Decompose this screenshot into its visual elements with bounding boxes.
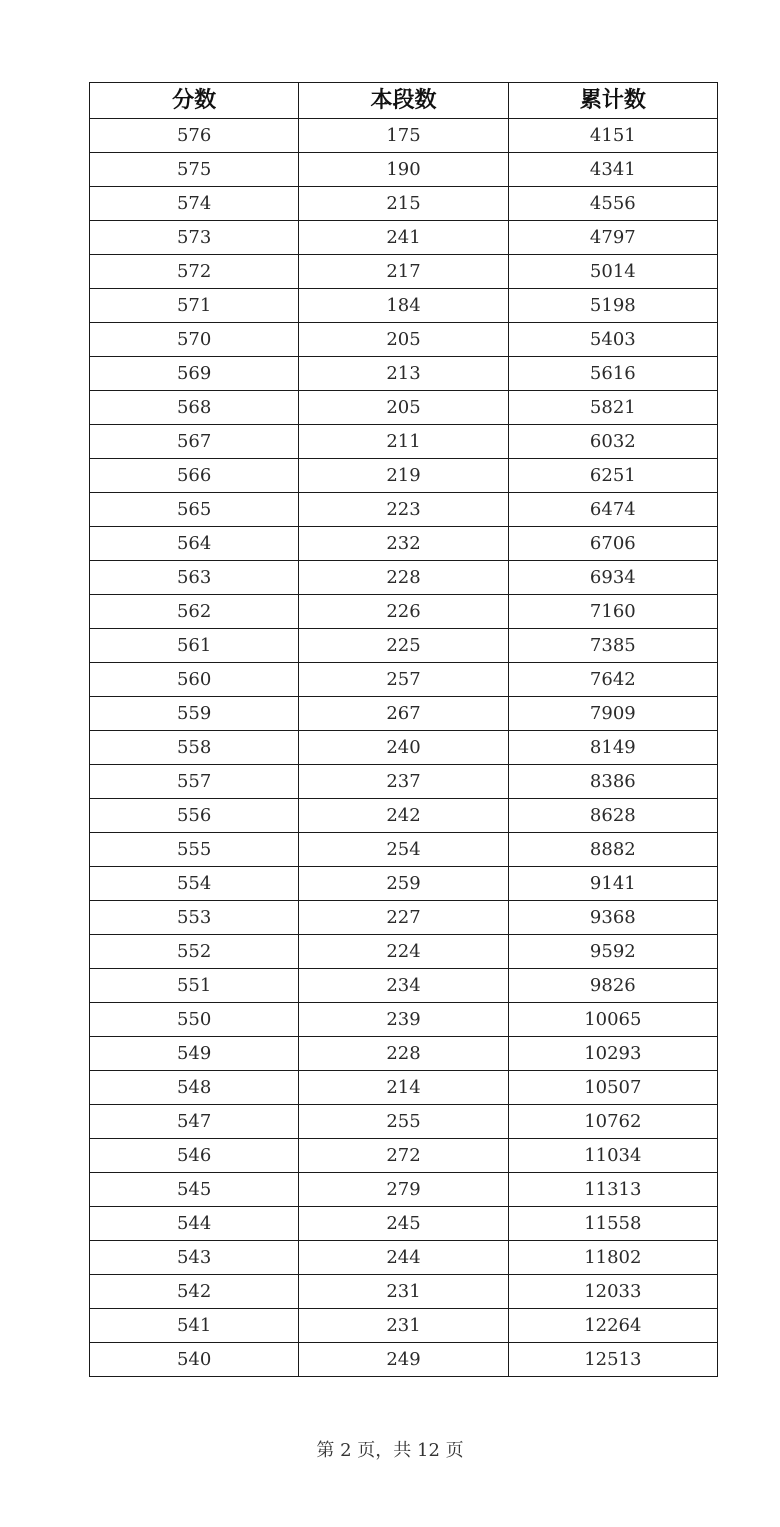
cumulative-count-cell: 8882	[508, 833, 717, 867]
cumulative-count-cell: 11802	[508, 1241, 717, 1275]
score-cell: 569	[90, 357, 299, 391]
score-cell: 565	[90, 493, 299, 527]
table-row	[90, 833, 718, 867]
score-cell: 568	[90, 391, 299, 425]
score-cell: 558	[90, 731, 299, 765]
cumulative-count-cell: 4341	[508, 153, 717, 187]
cumulative-count-cell: 5403	[508, 323, 717, 357]
cumulative-count-cell: 7385	[508, 629, 717, 663]
score-cell: 547	[90, 1105, 299, 1139]
cumulative-count-cell: 4151	[508, 119, 717, 153]
cumulative-count-cell: 11558	[508, 1207, 717, 1241]
score-cell: 563	[90, 561, 299, 595]
segment-count-cell: 231	[299, 1309, 508, 1343]
table-row	[90, 1139, 718, 1173]
cumulative-count-cell: 12264	[508, 1309, 717, 1343]
score-cell: 553	[90, 901, 299, 935]
table-row	[90, 255, 718, 289]
score-cell: 546	[90, 1139, 299, 1173]
score-cell: 566	[90, 459, 299, 493]
segment-count-cell: 205	[299, 391, 508, 425]
segment-count-cell: 225	[299, 629, 508, 663]
score-cell: 567	[90, 425, 299, 459]
table-row	[90, 1207, 718, 1241]
table-row	[90, 289, 718, 323]
score-cell: 551	[90, 969, 299, 1003]
table-header	[90, 83, 718, 119]
table-row	[90, 391, 718, 425]
cumulative-count-cell: 5198	[508, 289, 717, 323]
table-row	[90, 527, 718, 561]
segment-count-cell: 279	[299, 1173, 508, 1207]
segment-count-cell: 237	[299, 765, 508, 799]
cumulative-count-cell: 8628	[508, 799, 717, 833]
table-row	[90, 1037, 718, 1071]
cumulative-count-cell: 8386	[508, 765, 717, 799]
table-row	[90, 561, 718, 595]
cumulative-count-cell: 4556	[508, 187, 717, 221]
table-row	[90, 119, 718, 153]
segment-count-cell: 175	[299, 119, 508, 153]
score-cell: 545	[90, 1173, 299, 1207]
header-cumulative-count: 累计数	[508, 83, 717, 119]
table-row	[90, 935, 718, 969]
header-row	[90, 83, 718, 119]
segment-count-cell: 259	[299, 867, 508, 901]
score-cell: 559	[90, 697, 299, 731]
score-cell: 543	[90, 1241, 299, 1275]
cumulative-count-cell: 10762	[508, 1105, 717, 1139]
cumulative-count-cell: 10065	[508, 1003, 717, 1037]
cumulative-count-cell: 9141	[508, 867, 717, 901]
segment-count-cell: 239	[299, 1003, 508, 1037]
table-row	[90, 323, 718, 357]
cumulative-count-cell: 6251	[508, 459, 717, 493]
segment-count-cell: 211	[299, 425, 508, 459]
score-table	[89, 82, 718, 1377]
table-row	[90, 731, 718, 765]
segment-count-cell: 227	[299, 901, 508, 935]
cumulative-count-cell: 9592	[508, 935, 717, 969]
table-row	[90, 1173, 718, 1207]
segment-count-cell: 249	[299, 1343, 508, 1377]
table-row	[90, 901, 718, 935]
segment-count-cell: 254	[299, 833, 508, 867]
segment-count-cell: 224	[299, 935, 508, 969]
table-row	[90, 595, 718, 629]
score-cell: 571	[90, 289, 299, 323]
segment-count-cell: 190	[299, 153, 508, 187]
table-row	[90, 969, 718, 1003]
score-cell: 575	[90, 153, 299, 187]
segment-count-cell: 219	[299, 459, 508, 493]
cumulative-count-cell: 7642	[508, 663, 717, 697]
table-row	[90, 221, 718, 255]
segment-count-cell: 205	[299, 323, 508, 357]
segment-count-cell: 214	[299, 1071, 508, 1105]
table-row	[90, 799, 718, 833]
table-row	[90, 425, 718, 459]
cumulative-count-cell: 12513	[508, 1343, 717, 1377]
cumulative-count-cell: 9826	[508, 969, 717, 1003]
cumulative-count-cell: 8149	[508, 731, 717, 765]
table-row	[90, 1309, 718, 1343]
table-row	[90, 153, 718, 187]
cumulative-count-cell: 10293	[508, 1037, 717, 1071]
segment-count-cell: 255	[299, 1105, 508, 1139]
segment-count-cell: 232	[299, 527, 508, 561]
score-cell: 573	[90, 221, 299, 255]
segment-count-cell: 226	[299, 595, 508, 629]
header-score: 分数	[90, 83, 299, 119]
cumulative-count-cell: 7160	[508, 595, 717, 629]
score-cell: 562	[90, 595, 299, 629]
score-cell: 561	[90, 629, 299, 663]
segment-count-cell: 184	[299, 289, 508, 323]
table-row	[90, 1071, 718, 1105]
cumulative-count-cell: 6032	[508, 425, 717, 459]
table-row	[90, 187, 718, 221]
segment-count-cell: 240	[299, 731, 508, 765]
segment-count-cell: 272	[299, 1139, 508, 1173]
segment-count-cell: 245	[299, 1207, 508, 1241]
cumulative-count-cell: 5616	[508, 357, 717, 391]
cumulative-count-cell: 12033	[508, 1275, 717, 1309]
table-row	[90, 459, 718, 493]
table-row	[90, 1275, 718, 1309]
segment-count-cell: 241	[299, 221, 508, 255]
score-cell: 542	[90, 1275, 299, 1309]
cumulative-count-cell: 6934	[508, 561, 717, 595]
score-cell: 548	[90, 1071, 299, 1105]
cumulative-count-cell: 11034	[508, 1139, 717, 1173]
segment-count-cell: 267	[299, 697, 508, 731]
segment-count-cell: 223	[299, 493, 508, 527]
segment-count-cell: 228	[299, 1037, 508, 1071]
segment-count-cell: 217	[299, 255, 508, 289]
segment-count-cell: 231	[299, 1275, 508, 1309]
table-row	[90, 697, 718, 731]
score-cell: 574	[90, 187, 299, 221]
cumulative-count-cell: 4797	[508, 221, 717, 255]
cumulative-count-cell: 9368	[508, 901, 717, 935]
segment-count-cell: 244	[299, 1241, 508, 1275]
table-row	[90, 1003, 718, 1037]
cumulative-count-cell: 5014	[508, 255, 717, 289]
score-cell: 564	[90, 527, 299, 561]
cumulative-count-cell: 6706	[508, 527, 717, 561]
score-cell: 557	[90, 765, 299, 799]
cumulative-count-cell: 6474	[508, 493, 717, 527]
cumulative-count-cell: 10507	[508, 1071, 717, 1105]
score-cell: 549	[90, 1037, 299, 1071]
segment-count-cell: 234	[299, 969, 508, 1003]
table-body	[90, 119, 718, 1377]
segment-count-cell: 215	[299, 187, 508, 221]
page-footer: 第 2 页，共 12 页	[316, 1440, 464, 1461]
score-cell: 556	[90, 799, 299, 833]
score-cell: 544	[90, 1207, 299, 1241]
score-cell: 576	[90, 119, 299, 153]
cumulative-count-cell: 11313	[508, 1173, 717, 1207]
score-cell: 560	[90, 663, 299, 697]
cumulative-count-cell: 5821	[508, 391, 717, 425]
table-row	[90, 765, 718, 799]
score-cell: 554	[90, 867, 299, 901]
segment-count-cell: 213	[299, 357, 508, 391]
score-cell: 550	[90, 1003, 299, 1037]
table-row	[90, 1241, 718, 1275]
table-row	[90, 1105, 718, 1139]
segment-count-cell: 257	[299, 663, 508, 697]
score-cell: 541	[90, 1309, 299, 1343]
score-cell: 570	[90, 323, 299, 357]
segment-count-cell: 242	[299, 799, 508, 833]
score-cell: 540	[90, 1343, 299, 1377]
score-cell: 555	[90, 833, 299, 867]
cumulative-count-cell: 7909	[508, 697, 717, 731]
table-row	[90, 493, 718, 527]
segment-count-cell: 228	[299, 561, 508, 595]
table-row	[90, 1343, 718, 1377]
score-cell: 572	[90, 255, 299, 289]
table-row	[90, 867, 718, 901]
header-segment-count: 本段数	[299, 83, 508, 119]
table-row	[90, 357, 718, 391]
table-row	[90, 663, 718, 697]
table-row	[90, 629, 718, 663]
score-cell: 552	[90, 935, 299, 969]
